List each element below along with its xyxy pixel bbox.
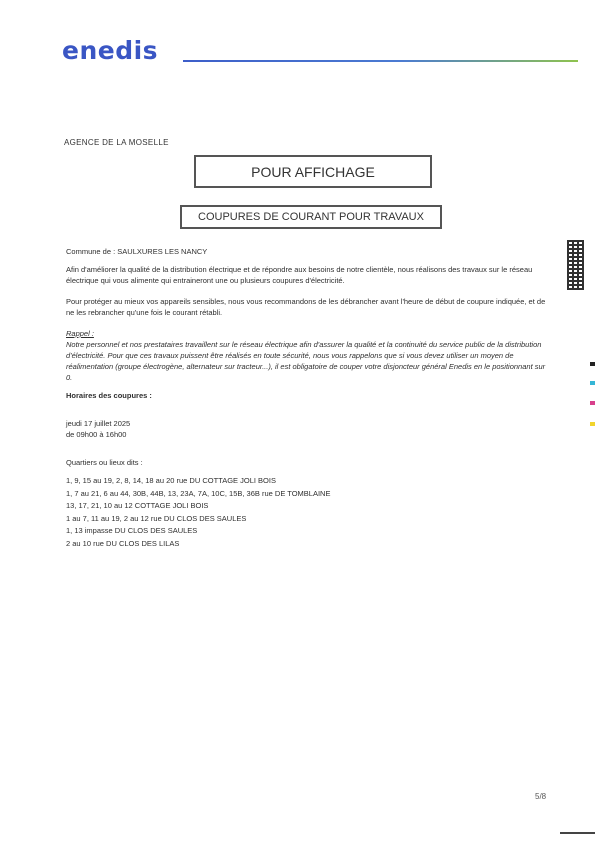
- address-item: 13, 17, 21, 10 au 12 COTTAGE JOLI BOIS: [66, 501, 209, 510]
- address-item: 1, 9, 15 au 19, 2, 8, 14, 18 au 20 rue DU COTTAGE JOLI BOIS: [66, 476, 276, 485]
- title-box: [194, 155, 432, 188]
- address-item: 1 au 7, 11 au 19, 2 au 12 rue DU CLOS DES SAULES: [66, 513, 247, 523]
- footer-line: [560, 832, 595, 834]
- print-mark-magenta: [590, 401, 595, 405]
- page-title: POUR AFFICHAGE: [251, 163, 375, 180]
- header-divider-line: [183, 60, 578, 62]
- print-mark-cyan: [590, 381, 595, 385]
- notice-body: [66, 246, 546, 550]
- page-subtitle: COUPURES DE COURANT POUR TRAVAUX: [198, 211, 424, 223]
- enedis-logo: enedis: [62, 36, 159, 65]
- rappel-paragraph: Notre personnel et nos prestataires travaillent sur le réseau électrique afin d'assurer la qualité et la continuité du service public de la distribution d'électricité. Pour que ces travaux puissent être réalisés en toute sécurité, nous vous rappelons que si vous devez utiliser un moyen de réalimentation (groupe électrogène, alternateur sur tracteur...), il est obligatoire de couper votre disjoncteur général Enedis en le positionnant sur 0.: [66, 340, 546, 382]
- department-label: AGENCE DE LA MOSELLE: [64, 138, 169, 147]
- address-item: 1, 13 impasse DU CLOS DES SAULES: [66, 526, 198, 535]
- outage-hours: de 09h00 à 16h00: [66, 430, 127, 439]
- quartiers-label: Quartiers ou lieux dits :: [66, 458, 143, 467]
- print-mark-black: [590, 362, 595, 366]
- rappel-title: Rappel :: [66, 329, 94, 338]
- protection-paragraph: Pour protéger au mieux vos appareils sensibles, nous vous recommandons de les débrancher avant l'heure de début de coupure indiquée, et de ne les rebrancher qu'une fois le courant rétabli.: [66, 297, 546, 317]
- print-mark-yellow: [590, 422, 595, 426]
- address-item: 2 au 10 rue DU CLOS DES LILAS: [66, 538, 180, 548]
- commune-line: Commune de : SAULXURES LES NANCY: [66, 247, 208, 256]
- subtitle-box: [180, 205, 442, 229]
- intro-paragraph: Afin d'améliorer la qualité de la distribution électrique et de répondre aux besoins de notre clientèle, nous réalisons des travaux sur le réseau électrique qui vous alimente qui entraineront une ou plusieurs coupures d'électricité.: [66, 265, 533, 285]
- horaires-label: Horaires des coupures :: [66, 391, 152, 400]
- qr-code: [567, 240, 584, 290]
- page-number: 5/8: [535, 792, 547, 801]
- outage-date: jeudi 17 juillet 2025: [66, 419, 131, 428]
- address-item: 1, 7 au 21, 6 au 44, 30B, 44B, 13, 23A, 7A, 10C, 15B, 36B rue DE TOMBLAINE: [66, 488, 331, 498]
